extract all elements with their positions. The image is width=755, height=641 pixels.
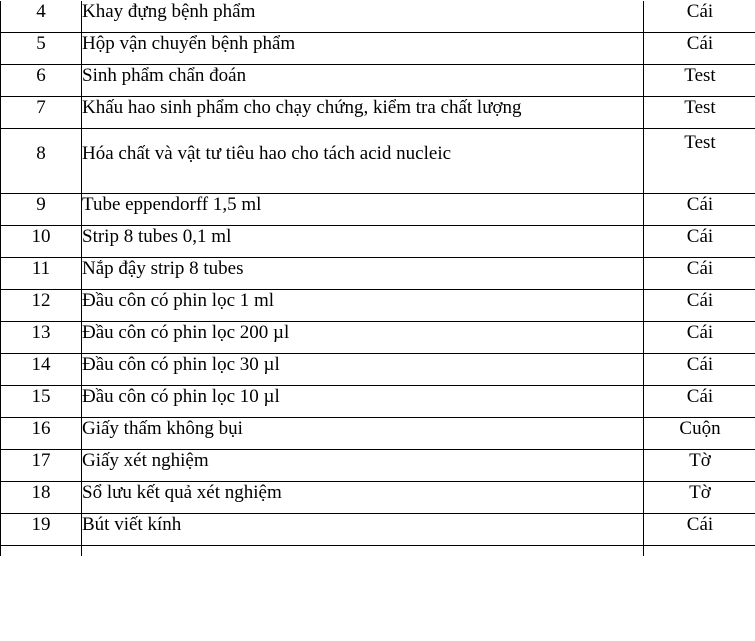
table-row — [1, 354, 755, 386]
table-row — [1, 418, 755, 450]
item-unit: Cái — [644, 290, 755, 322]
row-number: 4 — [1, 1, 82, 33]
supplies-table — [0, 1, 755, 556]
item-unit: Cái — [644, 354, 755, 386]
row-number: 13 — [1, 322, 82, 354]
row-number: 12 — [1, 290, 82, 322]
item-name: Strip 8 tubes 0,1 ml — [82, 226, 644, 258]
empty-cell — [82, 546, 644, 557]
row-number: 14 — [1, 354, 82, 386]
item-unit: Cái — [644, 33, 755, 65]
table-row — [1, 514, 755, 546]
table-row — [1, 1, 755, 33]
table-row — [1, 450, 755, 482]
row-number: 6 — [1, 65, 82, 97]
table-row-partial — [1, 546, 755, 557]
item-name: Đầu côn có phin lọc 30 µl — [82, 354, 644, 386]
table-row — [1, 386, 755, 418]
item-unit: Test — [644, 65, 755, 97]
row-number: 19 — [1, 514, 82, 546]
table-row — [1, 97, 755, 129]
item-name: Giấy thấm không bụi — [82, 418, 644, 450]
row-number: 15 — [1, 386, 82, 418]
table-row — [1, 258, 755, 290]
item-unit: Cái — [644, 514, 755, 546]
item-name: Hộp vận chuyển bệnh phẩm — [82, 33, 644, 65]
item-name: Đầu côn có phin lọc 200 µl — [82, 322, 644, 354]
table-row — [1, 33, 755, 65]
item-unit: Cái — [644, 322, 755, 354]
table-row — [1, 322, 755, 354]
row-number: 18 — [1, 482, 82, 514]
item-name: Đầu côn có phin lọc 1 ml — [82, 290, 644, 322]
item-unit: Cái — [644, 258, 755, 290]
row-number: 17 — [1, 450, 82, 482]
row-number: 7 — [1, 97, 82, 129]
item-unit: Test — [644, 129, 755, 194]
row-number: 10 — [1, 226, 82, 258]
item-name: Khay đựng bệnh phẩm — [82, 1, 644, 33]
table-row — [1, 129, 755, 194]
item-name: Bút viết kính — [82, 514, 644, 546]
item-unit: Tờ — [644, 482, 755, 514]
item-name: Sinh phẩm chẩn đoán — [82, 65, 644, 97]
item-unit: Test — [644, 97, 755, 129]
table-row — [1, 194, 755, 226]
row-number: 5 — [1, 33, 82, 65]
table-row — [1, 226, 755, 258]
item-name: Đầu côn có phin lọc 10 µl — [82, 386, 644, 418]
row-number: 11 — [1, 258, 82, 290]
item-unit: Cái — [644, 194, 755, 226]
item-unit: Cuộn — [644, 418, 755, 450]
empty-cell — [644, 546, 755, 557]
item-unit: Cái — [644, 226, 755, 258]
item-unit: Tờ — [644, 450, 755, 482]
table-row — [1, 65, 755, 97]
item-name: Nắp đậy strip 8 tubes — [82, 258, 644, 290]
item-name: Khấu hao sinh phẩm cho chạy chứng, kiểm tra chất lượng — [82, 97, 644, 129]
table-row — [1, 290, 755, 322]
row-number: 8 — [1, 129, 82, 194]
item-unit: Cái — [644, 1, 755, 33]
row-number: 16 — [1, 418, 82, 450]
item-name: Sổ lưu kết quả xét nghiệm — [82, 482, 644, 514]
item-unit: Cái — [644, 386, 755, 418]
empty-cell — [1, 546, 82, 557]
row-number: 9 — [1, 194, 82, 226]
item-name: Hóa chất và vật tư tiêu hao cho tách acid nucleic — [82, 129, 644, 194]
table-row — [1, 482, 755, 514]
item-name: Giấy xét nghiệm — [82, 450, 644, 482]
item-name: Tube eppendorff 1,5 ml — [82, 194, 644, 226]
